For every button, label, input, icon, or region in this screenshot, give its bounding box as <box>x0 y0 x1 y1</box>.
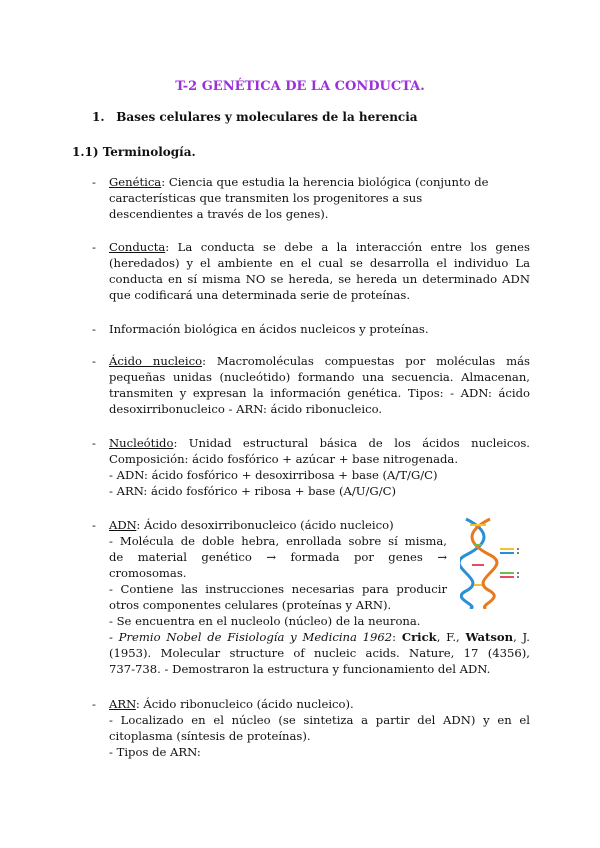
definition-line: formada por genes <box>290 550 423 564</box>
definition-line: - Tipos de ARN: <box>109 745 201 759</box>
definition-line: características que transmiten los progenitores a sus <box>109 191 423 205</box>
definition-line: (1953). Molecular structure of nucleic acids. Nature, 17 (4356), <box>109 646 530 660</box>
nobel-citation: - Premio Nobel de Fisiología y Medicina 1962 <box>109 630 393 644</box>
definition-line: cromosomas. <box>109 566 187 580</box>
definition-line: : Ácido desoxirribonucleico (ácido nucleico) <box>136 518 394 532</box>
author-watson: Watson <box>465 630 514 644</box>
definition-line: Información biológica en ácidos nucleicos y proteínas. <box>109 322 429 336</box>
dash-bullet: - <box>92 175 96 189</box>
section-heading <box>92 110 418 124</box>
definition-line: (heredados) y el ambiente en el cual se desarrolla el individuo La <box>109 256 530 270</box>
definition-line: Composición: ácido fosfórico + azúcar + base nitrogenada. <box>109 452 459 466</box>
definition-line: : Ciencia que estudia la herencia biológica (conjunto de <box>161 175 489 189</box>
dna-helix-icon <box>460 517 524 609</box>
term-genetica: Genética <box>109 175 162 189</box>
definition-line: - Molécula de doble hebra, enrollada sobre sí misma, <box>109 534 447 548</box>
author-crick: Crick <box>401 630 437 644</box>
definition-line: descendientes a través de los genes). <box>109 207 329 221</box>
definition-line: transmiten y expresan la información genética. Tipos: - ADN: ácido <box>109 386 530 400</box>
definition-line: citoplasma (síntesis de proteínas). <box>109 729 311 743</box>
list-item-nucleotido <box>92 435 530 499</box>
definition-line: pequeñas unidas (nucleótido) formando una secuencia. Almacenan, <box>109 370 530 384</box>
definition-line: : Ácido ribonucleico (ácido nucleico). <box>135 697 354 711</box>
definition-line: - ADN: ácido fosfórico + desoxirribosa + base (A/T/G/C) <box>109 468 438 482</box>
citation-text: , F., <box>436 630 466 644</box>
dash-bullet: - <box>92 240 96 254</box>
dash-bullet: - <box>92 322 96 336</box>
definition-line: - ARN: ácido fosfórico + ribosa + base (A/U/G/C) <box>109 484 396 498</box>
term-conducta: Conducta <box>109 240 166 254</box>
definition-line: que codificará una determinada serie de proteínas. <box>109 288 411 302</box>
term-adn: ADN <box>109 518 137 532</box>
term-acido-nucleico: Ácido nucleico <box>109 354 203 368</box>
definition-line: : La conducta se debe a la interacción entre los genes <box>165 240 530 254</box>
definition-line: - Contiene las instrucciones necesarias para producir <box>109 582 447 596</box>
term-nucleotido: Nucleótido <box>109 436 174 450</box>
citation-colon: : <box>392 630 402 644</box>
dash-bullet: - <box>92 697 96 711</box>
list-item-informacion <box>92 321 530 337</box>
dash-bullet: - <box>92 354 96 368</box>
list-item-arn <box>92 696 530 760</box>
definition-line: - Se encuentra en el nucleolo (núcleo) de la neurona. <box>109 614 421 628</box>
definition-line: desoxirribonucleico - ARN: ácido ribonucleico. <box>109 402 383 416</box>
definition-line: 737-738. - Demostraron la estructura y funcionamiento del ADN. <box>109 662 491 676</box>
subsection-heading: 1.1) Terminología. <box>72 145 196 159</box>
section-number: 1. <box>92 110 105 124</box>
arrow-icon: → <box>266 550 277 564</box>
section-label: Bases celulares y moleculares de la herencia <box>116 110 418 124</box>
arrow-icon: → <box>437 550 448 564</box>
dash-bullet: - <box>92 518 96 532</box>
list-item-conducta <box>92 239 530 303</box>
definition-line: : Unidad estructural básica de los ácidos nucleicos. <box>173 436 530 450</box>
definition-line: : Macromoléculas compuestas por moléculas más <box>202 354 530 368</box>
list-item-genetica <box>92 174 530 222</box>
dash-bullet: - <box>92 436 96 450</box>
citation-text: , J. <box>513 630 530 644</box>
definition-line: - Localizado en el núcleo (se sintetiza a partir del ADN) y en el <box>109 713 530 727</box>
page-title: T-2 GENÉTICA DE LA CONDUCTA. <box>175 79 425 94</box>
definition-line: conducta en sí misma NO se hereda, se hereda un determinado ADN <box>109 272 530 286</box>
definition-line: otros componentes celulares (proteínas y ARN). <box>109 598 392 612</box>
list-item-acido-nucleico <box>92 353 530 417</box>
term-arn: ARN <box>109 697 136 711</box>
definition-line: de material genético <box>109 550 252 564</box>
